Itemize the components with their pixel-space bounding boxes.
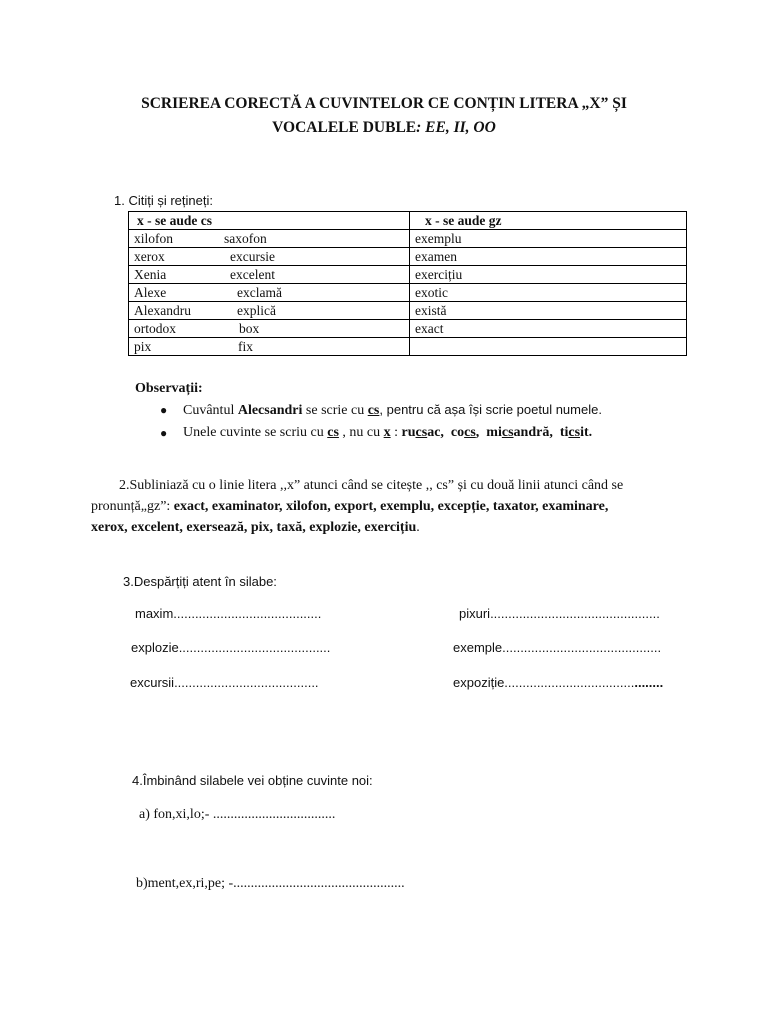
cell-gz: exemplu [410, 230, 687, 248]
cell-cs [129, 320, 410, 338]
word: xilofon [134, 230, 173, 246]
table-row [129, 284, 687, 302]
word: Xenia [134, 266, 167, 282]
word: Alexandru [134, 302, 191, 318]
cell-cs [129, 230, 410, 248]
ex1-heading: 1. Citiți și rețineți: [114, 193, 213, 208]
expozitie-text: expoziție.................................... [453, 675, 635, 690]
table-row [129, 230, 687, 248]
syllable-item-expozitie [453, 675, 663, 690]
observatii-item-1 [183, 402, 602, 419]
ex2-line-1: 2.Subliniază cu o linie litera ,,x” atunci când se citește ,, cs” și cu două linii atunci când se [119, 478, 624, 493]
word: exclamă [237, 284, 282, 300]
ex2-end: . [416, 520, 420, 535]
observatii-item-2 [183, 425, 592, 441]
cell-cs [129, 302, 410, 320]
ex2-words-1: exact, examinator, xilofon, export, exemplu, excepție, taxator, examinare, [173, 499, 609, 514]
obs1-name: Alecsandri [237, 403, 303, 418]
table-row [129, 302, 687, 320]
table-row [129, 266, 687, 284]
obs1-mid: se scrie cu [302, 403, 368, 418]
bullet-icon: ● [160, 403, 168, 417]
cell-gz: examen [410, 248, 687, 266]
obs2-colon: : [390, 425, 402, 440]
example-word: cocs, [450, 425, 480, 440]
syllable-item-pixuri: pixuri............................................... [459, 606, 660, 621]
title-vowels-label: VOCALELE DUBLE [272, 119, 417, 136]
table-row [129, 248, 687, 266]
word: saxofon [224, 230, 267, 246]
pronunciation-table [128, 211, 687, 356]
col-header-cs-text: x - se aude cs [137, 212, 212, 228]
word: ortodox [134, 320, 176, 336]
syllable-item-exemple: exemple............................................ [453, 640, 662, 655]
col-header-cs [129, 212, 410, 230]
cell-gz: exotic [410, 284, 687, 302]
cell-cs [129, 284, 410, 302]
obs1-post: , pentru că așa își scrie poetul numele. [379, 402, 602, 417]
table-header-row [129, 212, 687, 230]
example-word: ticsit. [559, 425, 593, 440]
col-header-gz-text: x - se aude gz [425, 212, 502, 228]
word: box [239, 320, 260, 336]
observatii-heading: Observații: [135, 381, 203, 396]
obs1-cs: cs [367, 403, 380, 418]
ex2-prefix: pronunță„gz”: [91, 499, 174, 514]
bullet-icon: ● [160, 426, 168, 440]
word: fix [238, 338, 253, 354]
cell-gz: există [410, 302, 687, 320]
obs2-mid: , nu cu [338, 425, 384, 440]
example-word: micsandră, [486, 425, 553, 440]
syllable-item-maxim: maxim......................................... [135, 606, 322, 621]
title-line-1: SCRIEREA CORECTĂ A CUVINTELOR CE CONȚIN LITERA „X” ȘI [141, 95, 627, 112]
ex2-words-2: xerox, excelent, exersează, pix, taxă, explozie, exercițiu [91, 520, 417, 535]
word: explică [237, 302, 276, 318]
cell-cs [129, 338, 410, 356]
syllable-item-explozie: explozie.......................................... [131, 640, 331, 655]
title-vowels-list: : EE, II, OO [416, 119, 496, 136]
cell-gz: exact [410, 320, 687, 338]
cell-cs [129, 266, 410, 284]
title-line-2 [60, 119, 708, 137]
ex4-item-a: a) fon,xi,lo;- ................................... [139, 807, 336, 822]
cell-cs [129, 248, 410, 266]
col-header-gz [410, 212, 687, 230]
obs1-pre: Cuvântul [183, 403, 238, 418]
word: excursie [230, 248, 275, 264]
table-row [129, 338, 687, 356]
example-word: rucsac, [401, 425, 444, 440]
obs2-pre: Unele cuvinte se scriu cu [183, 425, 328, 440]
ex4-heading: 4.Îmbinând silabele vei obține cuvinte noi: [132, 773, 373, 788]
ex3-heading: 3.Despărțiți atent în silabe: [123, 574, 277, 589]
table-row [129, 320, 687, 338]
syllable-item-excursii: excursii........................................ [130, 675, 319, 690]
word: Alexe [134, 284, 167, 300]
word: excelent [230, 266, 275, 282]
ex4-item-b: b)ment,ex,ri,pe; -................................................. [136, 876, 405, 891]
obs2-x: x [383, 425, 391, 440]
word: xerox [134, 248, 165, 264]
cell-gz: exercițiu [410, 266, 687, 284]
ex2-line-2 [91, 499, 608, 515]
ex2-line-3 [91, 520, 420, 536]
cell-gz [410, 338, 687, 356]
expozitie-tail: ........ [634, 675, 664, 690]
obs2-cs: cs [327, 425, 339, 440]
word: pix [134, 338, 152, 354]
